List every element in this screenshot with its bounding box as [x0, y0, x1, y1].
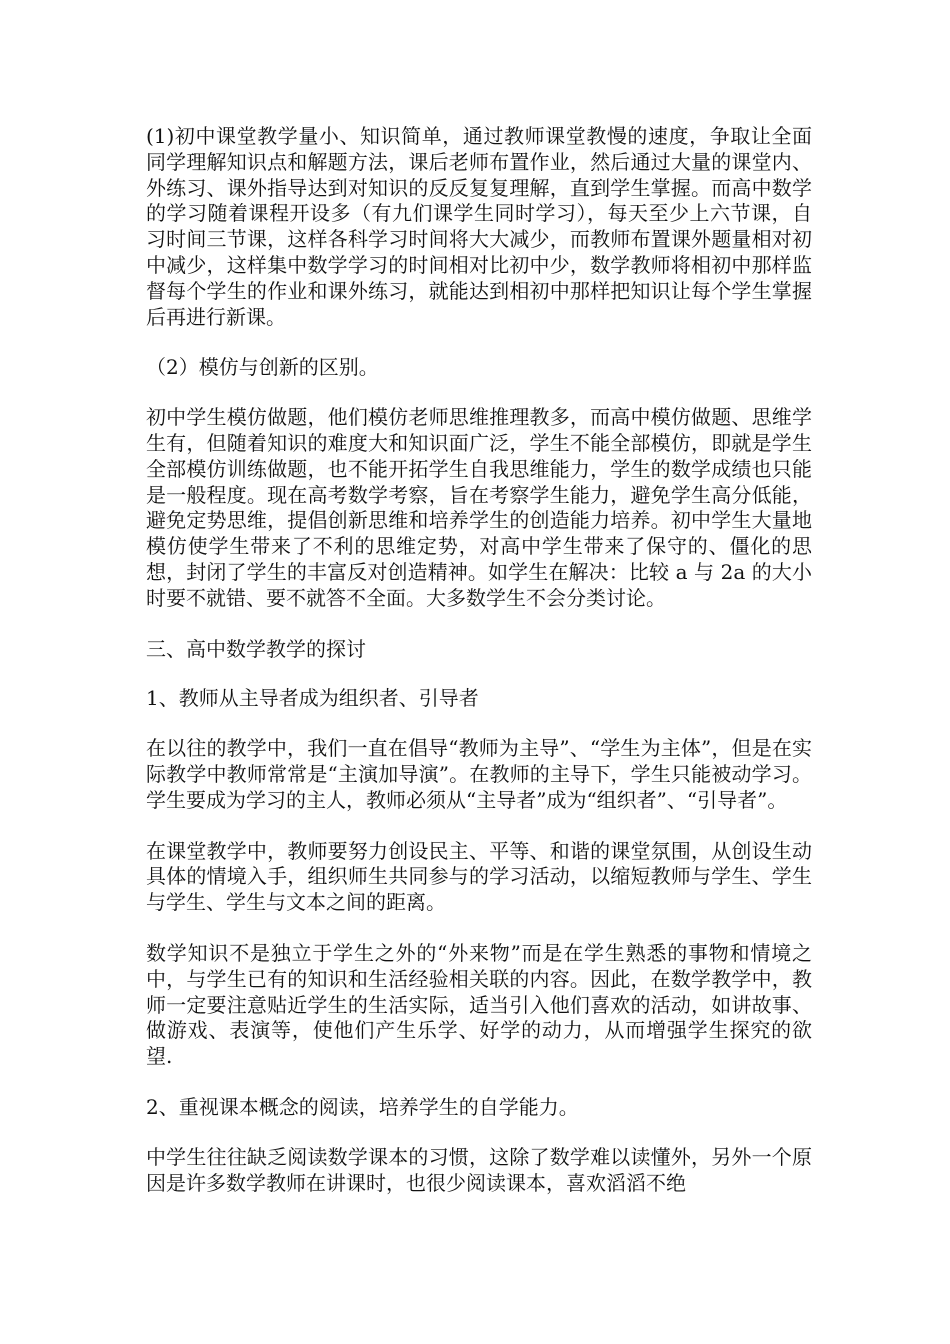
paragraph-reading-habit: 中学生往往缺乏阅读数学课本的习惯，这除了数学难以读懂外，另外一个原因是许多数学教师在讲课时，也很少阅读课本，喜欢滔滔不绝	[146, 1144, 812, 1195]
section-heading-discussion: 三、高中数学教学的探讨	[146, 636, 366, 661]
paragraph-imitation: 初中学生模仿做题，他们模仿老师思维推理教多，而高中模仿做题、思维学生有，但随着知识的难度大和知识面广泛，学生不能全部模仿，即就是学生全部模仿训练做题，也不能开拓学生自我思维能力，学生的数学成绩也只能是一般程度。现在高考数学考察，旨在考察学生能力，避免学生高分低能，避免定势思维，提倡创新思维和培养学生的创造能力培养。初中学生大量地模仿使学生带来了不利的思维定势，对高中学生带来了保守的、僵化的思想，封闭了学生的丰富反对创造精神。如学生在解决：比较 a 与 2a 的大小时要不就错、要不就答不全面。大多数学生不会分类讨论。	[146, 405, 812, 610]
paragraph-math-knowledge: 数学知识不是独立于学生之外的“外来物”而是在学生熟悉的事物和情境之中，与学生已有的知识和生活经验相关联的内容。因此，在数学教学中，教师一定要注意贴近学生的生活实际，适当引入他们喜欢的活动，如讲故事、做游戏、表演等，使他们产生乐学、好学的动力，从而增强学生探究的欲望.	[146, 940, 812, 1069]
paragraph-classroom-atmosphere: 在课堂教学中，教师要努力创设民主、平等、和谐的课堂氛围，从创设生动具体的情境入手，组织师生共同参与的学习活动，以缩短教师与学生、学生与学生、学生与文本之间的距离。	[146, 838, 812, 915]
document-page	[146, 124, 812, 1221]
heading-imitation-innovation: （2）模仿与创新的区别。	[146, 355, 379, 380]
paragraph-teacher-leading: 在以往的教学中，我们一直在倡导“教师为主导”、“学生为主体”，但是在实际教学中教师常常是“主演加导演”。在教师的主导下，学生只能被动学习。学生要成为学习的主人，教师必须从“主导者”成为“组织者”、“引导者”。	[146, 736, 812, 812]
subheading-teacher-role: 1、教师从主导者成为组织者、引导者	[146, 686, 479, 711]
subheading-textbook-reading: 2、重视课本概念的阅读，培养学生的自学能力。	[146, 1094, 579, 1119]
paragraph-junior-class-volume: (1)初中课堂教学量小、知识简单，通过教师课堂教慢的速度，争取让全面同学理解知识点和解题方法，课后老师布置作业，然后通过大量的课堂内、外练习、课外指导达到对知识的反反复复理解，直到学生掌握。而高中数学的学习随着课程开设多（有九们课学生同时学习），每天至少上六节课，自习时间三节课，这样各科学习时间将大大减少，而教师布置课外题量相对初中减少，这样集中数学学习的时间相对比初中少，数学教师将相初中那样监督每个学生的作业和课外练习，就能达到相初中那样把知识让每个学生掌握后再进行新课。	[146, 124, 812, 329]
